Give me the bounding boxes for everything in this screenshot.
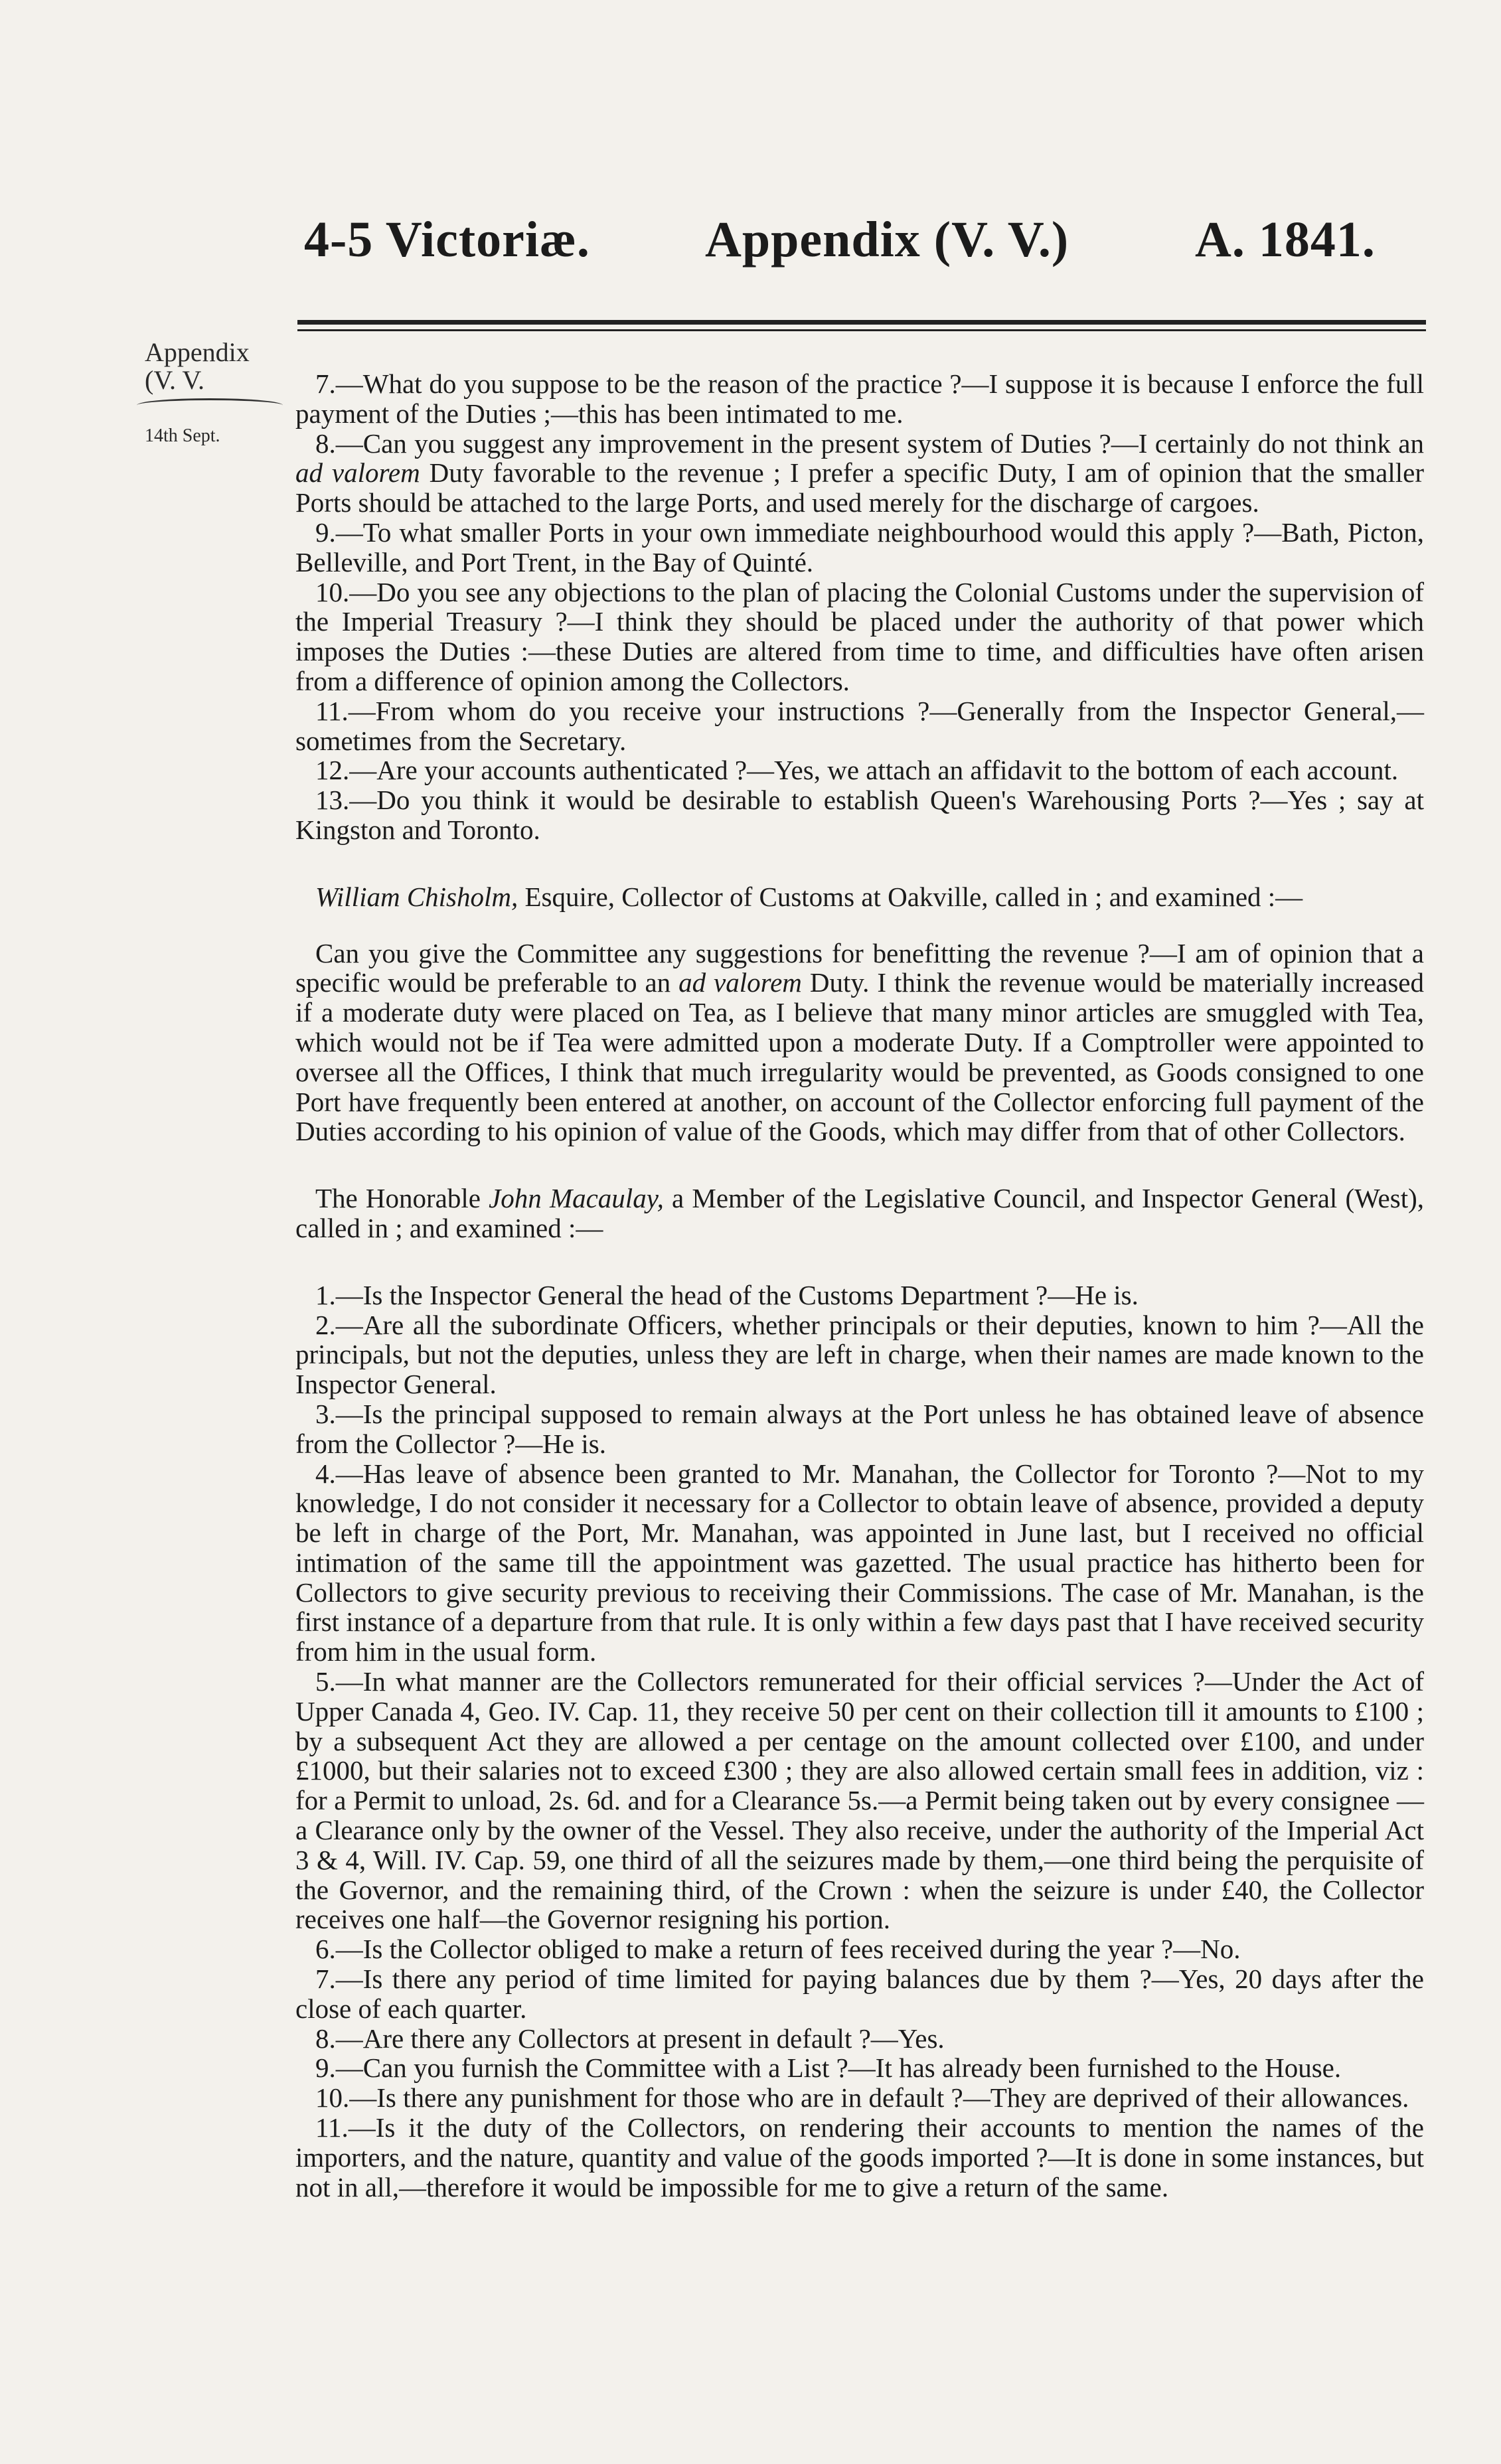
- macaulay-answer-5: 5.—In what manner are the Collectors remunerated for their official services ?—Under the Act of Upper Canada 4, Geo. IV. Cap. 11, they receive 50 per cent on their collection till it amounts to £100 ; by a subsequent Act they are allowed a per centage on the amount collected over £100, and under £1000, but their salaries not to exceed £300 ; they are also allowed certain small fees in addition, viz : for a Permit to unload, 2s. 6d. and for a Clearance 5s.—a Permit being taken out by every consignee —a Clearance only by the owner of the Vessel. They also receive, under the authority of the Imperial Act 3 & 4, Will. IV. Cap. 59, one third of all the seizures made by them,—one third being the perquisite of the Governor, and the remaining third, of the Crown : when the seizure is under £40, the Collector receives one half—the Governor resigning his portion.: [295, 1666, 1424, 1935]
- macaulay-answer-3: 3.—Is the principal supposed to remain always at the Port unless he has obtained leave of absence from the Collector ?—He is.: [295, 1398, 1424, 1459]
- answer-12: 12.—Are your accounts authenticated ?—Yes, we attach an affidavit to the bottom of each account.: [315, 755, 1399, 786]
- answer-11: 11.—From whom do you receive your instructions ?—Generally from the Inspector General,—sometimes from the Secretary.: [295, 695, 1424, 756]
- macaulay-answer-8: 8.—Are there any Collectors at present in default ?—Yes.: [315, 2023, 945, 2054]
- header-rule-thin: [297, 329, 1426, 331]
- macaulay-answer-11: 11.—Is it the duty of the Collectors, on rendering their accounts to mention the names of the importers, and the nature, quantity and value of the goods imported ?—It is done in some instances, but not in all,—therefore it would be impossible for me to give a return of the same.: [295, 2112, 1424, 2202]
- document-body: [295, 369, 1424, 2202]
- header-appendix: Appendix (V. V.): [705, 212, 1069, 268]
- witness-intro-chisholm: William Chisholm, Esquire, Collector of Customs at Oakville, called in ; and examined :—: [315, 881, 1303, 912]
- macaulay-answer-4: 4.—Has leave of absence been granted to Mr. Manahan, the Collector for Toronto ?—Not to my knowledge, I do not consider it necessary for a Collector to obtain leave of absence, provided a deputy be left in charge of the Port, Mr. Manahan, was appointed in June last, but I received no official intimation of the same till the appointment was gazetted. The usual practice has hitherto been for Collectors to give security previous to receiving their Commissions. The case of Mr. Manahan, is the first instance of a departure from that rule. It is only within a few days past that I have received security from him in the usual form.: [295, 1458, 1424, 1667]
- macaulay-answer-2: 2.—Are all the subordinate Officers, whether principals or their deputies, known to him ?—All the principals, but not the deputies, unless they are left in charge, when their names are made known to the Inspector General.: [295, 1309, 1424, 1400]
- margin-appendix-label: Appendix: [145, 337, 250, 367]
- answer-7: 7.—What do you suppose to be the reason of the practice ?—I suppose it is because I enforce the full payment of the Duties ;—this has been intimated to me.: [295, 368, 1424, 429]
- header-session: 4-5 Victoriæ.: [304, 212, 590, 268]
- macaulay-answer-9: 9.—Can you furnish the Committee with a List ?—It has already been furnished to the House.: [315, 2052, 1342, 2084]
- macaulay-answer-1: 1.—Is the Inspector General the head of the Customs Department ?—He is.: [315, 1279, 1139, 1310]
- margin-brace: [137, 398, 283, 412]
- witness-intro-macaulay: The Honorable John Macaulay, a Member of the Legislative Council, and Inspector General (West), called in ; and examined :—: [295, 1183, 1424, 1243]
- macaulay-answer-10: 10.—Is there any punishment for those who are in default ?—They are deprived of their allowances.: [315, 2082, 1409, 2114]
- answer-13: 13.—Do you think it would be desirable to establish Queen's Warehousing Ports ?—Yes ; say at Kingston and Toronto.: [295, 785, 1424, 845]
- margin-appendix-code: (V. V.: [145, 365, 205, 395]
- answer-9: 9.—To what smaller Ports in your own immediate neighbourhood would this apply ?—Bath, Picton, Belleville, and Port Trent, in the Bay of Quinté.: [295, 516, 1424, 578]
- answer-8: 8.—Can you suggest any improvement in the present system of Duties ?—I certainly do not think an ad valorem Duty favorable to the revenue ; I prefer a specific Duty, I am of opinion that the smaller Ports should be attached to the large Ports, and used merely for the discharge of cargoes.: [295, 427, 1424, 518]
- macaulay-answer-6: 6.—Is the Collector obliged to make a return of fees received during the year ?—No.: [315, 1934, 1241, 1965]
- header-rule-thick: [297, 320, 1426, 325]
- answer-10: 10.—Do you see any objections to the plan of placing the Colonial Customs under the supervision of the Imperial Treasury ?—I think they should be placed under the authority of that power which imposes the Duties :—these Duties are altered from time to time, and difficulties have often arisen from a difference of opinion among the Collectors.: [295, 576, 1424, 696]
- chisholm-answer: Can you give the Committee any suggestions for benefitting the revenue ?—I am of opinion that a specific would be preferable to an ad valorem Duty. I think the revenue would be materially increased if a moderate duty were placed on Tea, as I believe that many minor articles are smuggled with Tea, which would not be if Tea were admitted upon a moderate Duty. If a Comptroller were appointed to oversee all the Offices, I think that much irregularity would be prevented, as Goods consigned to one Port have frequently been entered at another, on account of the Collector enforcing full payment of the Duties according to his opinion of value of the Goods, which may differ from that of other Collectors.: [295, 937, 1424, 1147]
- macaulay-answer-7: 7.—Is there any period of time limited for paying balances due by them ?—Yes, 20 days after the close of each quarter.: [295, 1964, 1424, 2024]
- margin-date: 14th Sept.: [145, 425, 220, 446]
- header-year: A. 1841.: [1195, 212, 1376, 268]
